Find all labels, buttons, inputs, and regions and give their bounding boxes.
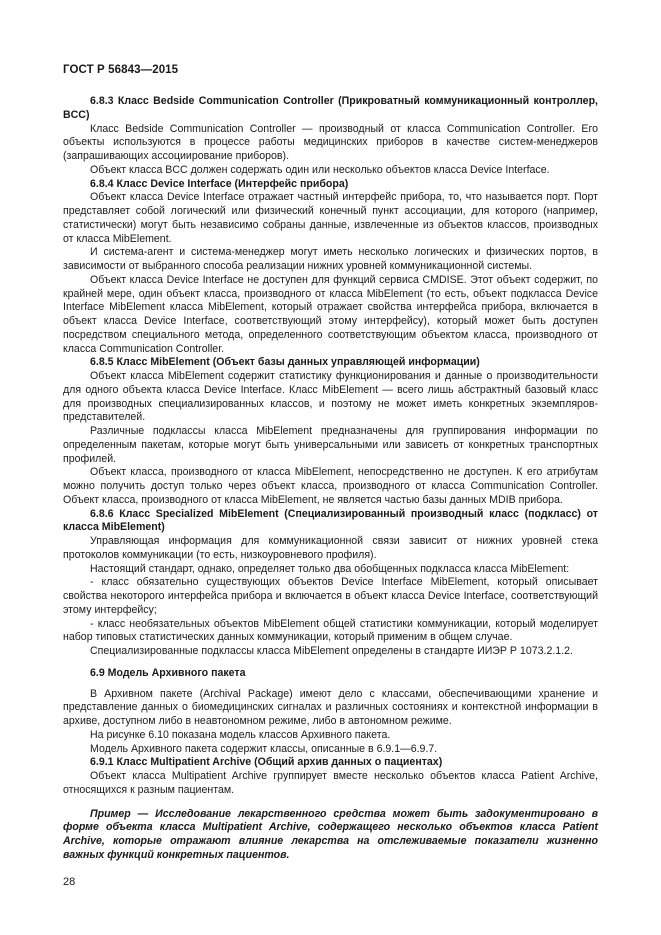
paragraph: Настоящий стандарт, однако, определяет только два обобщенных подкласса класса MibElement: <box>90 562 570 575</box>
example-note: Пример — Исследование лекарственного средства может быть задокументировано в форме объекта класса Multipatient Archive, содержащего несколько объектов класса Patient Archive, которые отражают влияние лекарства на отслеживаемые показатели жизненно важных функций конкретных пациентов. <box>63 807 598 861</box>
paragraph: Модель Архивного пакета содержит классы, описанные в 6.9.1—6.9.7. <box>90 742 438 755</box>
page-header: ГОСТ Р 56843—2015 <box>63 64 179 76</box>
paragraph: Объект класса Device Interface отражает частный интерфейс прибора, то, что называется порт. Порт представляет собой логический или физический конечный пункт ассоциации, для которого (например, статистически) могут быть независимо собраны данные, извлеченные из объектов классов, производных от класса MibElement. <box>63 191 598 245</box>
paragraph: Объект класса Device Interface не доступен для функций сервиса CMDISE. Этот объект содержит, по крайней мере, один объект класса, производного от класса MibElement (то есть, объект подкласса Device Interface MibElement класса MibElement, который отражает свойства интерфейса прибора, включается в объект класса Device Interface, соответствующий этому интерфейсу), который может быть доступен посредством специального метода, определенного соответствующим объектом класса, производного от класса Communication Controller. <box>63 273 598 355</box>
page-number: 28 <box>63 876 76 888</box>
paragraph: Различные подклассы класса MibElement предназначены для группирования информации по определенным пакетам, которые могут быть универсальными или зависеть от конкретных транспортных профилей. <box>63 425 598 465</box>
paragraph: В Архивном пакете (Archival Package) имеют дело с классами, обеспечивающими хранение и представление данных о биомедицинских сигналах и различных состояниях и контекстной информации в архиве, доступном либо в неавтономном режиме, либо в автономном режиме. <box>63 687 598 727</box>
paragraph: Управляющая информация для коммуникационной связи зависит от нижних уровней стека протоколов коммуникации (то есть, низкоуровневого профиля). <box>63 535 598 561</box>
heading-6-8-5: 6.8.5 Класс MibElement (Объект базы данных управляющей информации) <box>90 356 480 369</box>
page-body <box>63 95 598 863</box>
paragraph: Объект класса Multipatient Archive группирует вместе несколько объектов класса Patient Archive, относящихся к разным пациентам. <box>63 770 598 796</box>
paragraph: И система-агент и система-менеджер могут иметь несколько логических и физических портов, в зависимости от выбранного способа реализации нижних уровней коммуникационной системы. <box>63 246 598 272</box>
heading-6-8-6: 6.8.6 Класс Specialized MibElement (Специализированный производный класс (подкласс) от класса MibElement) <box>63 507 598 534</box>
paragraph: На рисунке 6.10 показана модель классов Архивного пакета. <box>90 728 391 741</box>
list-item: - класс необязательных объектов MibElement общей статистики коммуникации, который моделирует набор типовых статистических данных коммуникации, который применим в общем случае. <box>63 617 598 644</box>
heading-6-9: 6.9 Модель Архивного пакета <box>90 666 246 679</box>
heading-6-8-4: 6.8.4 Класс Device Interface (Интерфейс прибора) <box>90 177 349 190</box>
paragraph: Объект класса BCC должен содержать один или несколько объектов класса Device Interface. <box>90 163 550 176</box>
paragraph: Объект класса MibElement содержит статистику функционирования и данные о производительности для одного объекта класса Device Interface. Класс MibElement — всего лишь абстрактный базовый класс для производных специализированных классов, и поэтому не может иметь конкретных экземпляров-представителей. <box>63 370 598 424</box>
heading-6-8-3: 6.8.3 Класс Bedside Communication Controller (Прикроватный коммуникационный контроллер, BCC) <box>63 95 598 121</box>
paragraph: Класс Bedside Communication Controller — производный от класса Communication Controller. Его объекты используются в процессе работы медицинских приборов в качестве систем-менеджеров (запрашивающих ассоциирование приборов). <box>63 122 598 162</box>
paragraph: Объект класса, производного от класса MibElement, непосредственно не доступен. К его атрибутам можно получить доступ только через объект класса, производного от класса Communication Controller. Объект класса, производного от класса MibElement, не является частью базы данных MDIB прибора. <box>63 466 598 506</box>
paragraph: Специализированные подклассы класса MibElement определены в стандарте ИИЭР Р 1073.2.1.2. <box>90 645 573 657</box>
heading-6-9-1: 6.9.1 Класс Multipatient Archive (Общий архив данных о пациентах) <box>90 756 443 769</box>
list-item: - класс обязательно существующих объектов Device Interface MibElement, который описывает свойства некоторого интерфейса прибора и включается в объект класса Device Interface, соответствующий этому интерфейсу; <box>63 576 598 616</box>
